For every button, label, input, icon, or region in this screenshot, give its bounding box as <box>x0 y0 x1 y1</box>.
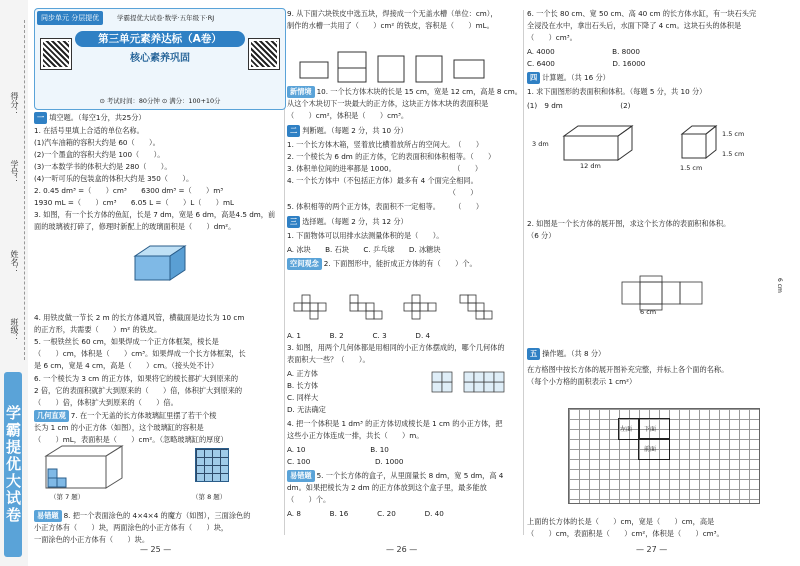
cuboid-net-figure <box>620 272 770 312</box>
question-text: 2. 如图是一个长方体的展开图，求这个长方体的表面积和体积。 <box>527 219 731 228</box>
question-text: 计算题。（共 16 分） <box>542 73 610 82</box>
question-text: 表面积大一些？（ ）。 <box>287 355 370 364</box>
question-line <box>34 324 161 336</box>
question-text: 上面的长方体的长是（ ）cm，宽是（ ）cm，高是 <box>527 517 715 526</box>
question-line <box>527 218 730 230</box>
question-text: A. 4000 B. 8000 <box>527 47 640 56</box>
question-line <box>34 209 275 221</box>
question-line <box>527 516 714 528</box>
page-number: — 27 — <box>636 545 668 554</box>
question-line <box>34 185 223 197</box>
question-line <box>34 422 204 434</box>
question-text: 长为 1 cm 的小正方体（如图），这个玻璃缸的容积是 <box>34 423 204 432</box>
class-label: 班级： <box>10 318 19 342</box>
question-text: 2 倍，它的表面积就扩大到原来的（ ）倍，体积扩大到原来的 <box>34 386 243 395</box>
name-label: 姓名： <box>10 250 19 274</box>
question-text: 操作题。（共 8 分） <box>542 349 606 358</box>
question-line <box>527 58 645 70</box>
question-text: (1) 9 dm (2) <box>527 101 631 110</box>
question-line <box>34 522 228 534</box>
question-text: 6. 一个棱长为 3 cm 的正方体，如果将它的棱长都扩大到原来的 <box>34 374 239 383</box>
question-text: (4)一听可乐的包装盒的体积大约是 350（ ）。 <box>34 174 194 183</box>
question-line <box>34 173 193 185</box>
exam-title: 第三单元素养达标（A卷） <box>75 31 245 47</box>
series-tag: 同步单元 分层提优 <box>37 11 103 25</box>
question-tag: 易错题 <box>287 470 315 482</box>
question-line <box>287 368 318 380</box>
question-text: 1. 下面物体可以用排水法测量体积的是（ ）。 <box>287 231 444 240</box>
question-text: 4. 一个长方体中（不包括正方体）最多有 4 个面完全相同。 <box>287 176 478 185</box>
question-text: 4. 用铁皮做一节长 2 m 的长方体通风管，横截面是边长为 10 cm <box>34 313 245 322</box>
question-line <box>287 244 441 256</box>
figure-7-caption: （第 7 题） <box>50 493 85 501</box>
question-tag: 新情境 <box>287 86 315 98</box>
question-line <box>34 385 242 397</box>
question-line <box>287 151 495 163</box>
question-line <box>287 392 318 404</box>
cuboid-length-label: 12 dm <box>580 162 601 170</box>
qr-code-icon <box>41 39 71 69</box>
cuboid-height-label: 3 dm <box>532 140 549 148</box>
question-text: A. 正方体 <box>287 369 318 378</box>
glass-tank-figure <box>42 442 127 492</box>
rubiks-cube-figure <box>195 448 229 482</box>
section-heading <box>287 125 408 137</box>
question-text: （ ）cm，表面积是（ ）cm²，体积是（ ）cm³。 <box>527 529 724 538</box>
cube-edge-label: 1.5 cm <box>680 164 703 172</box>
exam-subtitle: 核心素养巩固 <box>130 53 190 64</box>
question-text: 5. 体积相等的两个正方体，表面积不一定相等。 （ ） <box>287 202 484 211</box>
question-line <box>287 470 503 482</box>
question-text: 1. 在括号里填上合适的单位名称。 <box>34 126 144 135</box>
question-line <box>527 364 728 376</box>
question-line <box>34 336 219 348</box>
question-text: 在方格图中按长方体的展开图补充完整，并标上各个面的名称。 <box>527 365 729 374</box>
question-line <box>287 139 483 151</box>
question-text: 2. 0.45 dm³ =（ ）cm³ 6300 dm³ =（ ）m³ <box>34 186 224 195</box>
series-name: 学霸提优大试卷·数学·五年级下·RJ <box>117 14 215 22</box>
question-line <box>527 32 577 44</box>
question-text: (2)一个墨盒的容积大约是 100（ ）。 <box>34 150 165 159</box>
question-text: 面的玻璃被打碎了，修理时新配上的玻璃面积是（ ）dm²。 <box>34 222 236 231</box>
question-text: 全浸没在水中，拿出石头后，水面下降了 4 cm。这块石头的体积是 <box>527 21 742 30</box>
question-line <box>34 373 238 385</box>
question-line <box>527 20 741 32</box>
question-text: A. 10 B. 10 <box>287 445 389 454</box>
question-text: 2. 下面图形中，能折成正方体的有（ ）个。 <box>323 259 477 268</box>
section-heading <box>287 216 408 228</box>
question-line <box>34 137 160 149</box>
question-text: A. 冰块 B. 石块 C. 乒乓球 D. 冰糖块 <box>287 245 441 254</box>
question-text: 判断题。（每题 2 分，共 10 分） <box>302 126 408 135</box>
cube-edge-label: 1.5 cm <box>722 130 745 138</box>
question-line <box>527 86 706 98</box>
question-text: 3. 体积单位间的进率都是 1000。 （ ） <box>287 164 483 173</box>
question-text: 6. 一个长 80 cm、宽 50 cm、高 40 cm 的长方体水缸，有一块石头完 <box>527 9 757 18</box>
cut-line <box>24 20 25 360</box>
qr-code-icon <box>249 39 279 69</box>
question-text: 这些小正方体连成一排，共长（ ）m。 <box>287 431 424 440</box>
question-text: A. 8 B. 16 C. 20 D. 40 <box>287 509 444 518</box>
question-text: （ ）cm³。 <box>527 33 577 42</box>
question-line <box>527 376 636 388</box>
question-text: C. 6400 D. 16000 <box>527 59 646 68</box>
section-heading <box>527 72 610 84</box>
section-number: 三 <box>287 216 300 228</box>
question-text: 的正方形，共需要（ ）m² 的铁皮。 <box>34 325 162 334</box>
net-height-label: 6 cm <box>776 278 783 293</box>
figure-8-caption: （第 8 题） <box>192 493 227 501</box>
question-line <box>34 161 172 173</box>
cube-edge-label: 1.5 cm <box>722 150 745 158</box>
question-text: 1. 求下面图形的表面积和体积。（每题 5 分，共 10 分） <box>527 87 707 96</box>
question-text: 一面涂色的小正方体有（ ）块。 <box>34 535 150 544</box>
brand-spine: 学霸提优大试卷 <box>4 372 22 557</box>
question-line <box>34 312 244 324</box>
question-text: D. 无法确定 <box>287 405 326 414</box>
question-line <box>34 197 234 209</box>
question-text: 小正方体有（ ）块，两面涂色的小正方体有（ ）块， <box>34 523 229 532</box>
question-text: （6 分） <box>527 231 556 240</box>
section-number: 一 <box>34 112 47 124</box>
question-line <box>287 482 487 494</box>
question-line <box>527 46 640 58</box>
question-line <box>287 508 444 520</box>
cube-nets-figure <box>292 293 512 325</box>
question-text: A. 1 B. 2 C. 3 D. 4 <box>287 331 431 340</box>
question-text: 2. 一个棱长为 6 dm 的正方体，它的表面积和体积相等。（ ） <box>287 152 496 161</box>
question-line <box>34 348 246 360</box>
question-text: 3. 如图，有一个长方体的鱼缸，长是 7 dm，宽是 6 dm，高是4.5 dm，前 <box>34 210 276 219</box>
question-tag: 易错题 <box>34 510 62 522</box>
question-text: (1)汽车油箱的容积大约是 60（ ）。 <box>34 138 160 147</box>
question-text: （ ）mL，表面积是（ ）cm²。（忽略玻璃缸的厚度） <box>34 435 228 444</box>
section-heading <box>527 348 605 360</box>
question-line <box>527 100 630 112</box>
question-text: C. 同样大 <box>287 393 319 402</box>
question-line <box>287 354 370 366</box>
question-line <box>287 163 482 175</box>
question-line <box>287 342 505 354</box>
question-line <box>287 175 478 187</box>
question-line <box>287 230 443 242</box>
cuboid-figure <box>560 124 640 164</box>
question-line <box>527 230 555 242</box>
question-line <box>527 528 724 540</box>
question-line <box>287 98 488 110</box>
exam-header <box>34 8 286 110</box>
net-face-bottom-label: 下面 <box>644 426 657 433</box>
page-number: — 26 — <box>386 545 418 554</box>
question-text: 4. 把一个体积是 1 dm³ 的正方体切成棱长是 1 cm 的小正方体，把 <box>287 419 503 428</box>
question-line <box>287 258 477 270</box>
question-line <box>34 221 235 233</box>
question-tag: 空间观念 <box>287 258 322 270</box>
page-number: — 25 — <box>140 545 172 554</box>
question-line <box>287 380 318 392</box>
question-text: 10. 一个长方体木块的长是 15 cm，宽是 12 cm，高是 8 cm。 <box>316 87 522 96</box>
question-text: （每个小方格的面积表示 1 cm²） <box>527 377 637 386</box>
question-tag: 几何直观 <box>34 410 69 422</box>
question-line <box>287 110 408 122</box>
question-line <box>34 510 250 522</box>
question-line <box>527 8 756 20</box>
column-middle <box>287 8 522 548</box>
question-text: C. 100 D. 1000 <box>287 457 404 466</box>
question-line <box>287 418 503 430</box>
score-label: 得分： <box>10 92 19 116</box>
question-line <box>34 149 164 161</box>
question-text: 1. 一个长方体木箱，竖着放比横着放所占的空间大。 （ ） <box>287 140 484 149</box>
question-text: 5. 一根铁丝长 60 cm，如果焊成一个正方体框架，棱长是 <box>34 337 219 346</box>
question-line <box>287 494 330 506</box>
question-line <box>34 534 149 546</box>
section-number: 二 <box>287 125 300 137</box>
cube-stacks-figure <box>430 368 510 396</box>
question-text: 5. 一个长方体的盒子，从里面量长 8 dm，宽 5 dm，高 4 <box>316 471 504 480</box>
question-text: 7. 在一个无盖的长方体玻璃缸里摆了若干个棱 <box>70 411 217 420</box>
question-text: （ ）倍，体积扩大到原来的（ ）倍。 <box>34 398 178 407</box>
student-id-label: 学号： <box>10 160 19 184</box>
question-text: （ ）cm²，体积是（ ）cm³。 <box>287 111 409 120</box>
question-line <box>287 330 430 342</box>
question-line <box>287 20 494 32</box>
fish-tank-figure <box>130 242 190 282</box>
question-text: 选择题。（每题 2 分，共 12 分） <box>302 217 408 226</box>
question-text: (3)一本数学书的体积大约是 280（ ）。 <box>34 162 172 171</box>
question-text: 从这个木块切下一块最大的正方体，这块正方体木块的表面积是 <box>287 99 489 108</box>
question-line <box>34 125 144 137</box>
question-line <box>287 201 483 213</box>
question-text: 制作的水槽一共用了（ ）cm² 的铁皮，容积是（ ）mL。 <box>287 21 494 30</box>
exam-meta: ⊙ 考试时间：80分钟 ⊙ 满分：100+10分 <box>99 97 221 105</box>
question-line <box>34 397 178 409</box>
question-text: 8. 把一个表面涂色的 4×4×4 的魔方（如图），三面涂色的 <box>63 511 251 520</box>
question-text: 1930 mL =（ ）cm³ 6.05 L =（ ）L（ ）mL <box>34 198 234 207</box>
question-line <box>34 410 216 422</box>
question-text: B. 长方体 <box>287 381 319 390</box>
question-line <box>287 456 403 468</box>
question-line <box>287 187 477 199</box>
net-face-front-label: 前面 <box>644 446 657 453</box>
section-number: 五 <box>527 348 540 360</box>
section-number: 四 <box>527 72 540 84</box>
question-text: 是 6 cm，宽是 4 cm，高是（ ）cm。（接头处不计） <box>34 361 219 370</box>
question-line <box>287 404 326 416</box>
question-text: （ ） <box>287 188 478 197</box>
net-face-left-label: 左面 <box>620 426 633 433</box>
question-text: 9. 从下面六块铁皮中选五块，焊接成一个无盖水槽（单位：cm）， <box>287 9 498 18</box>
question-text: 填空题。（每空1分，共25分） <box>49 113 146 122</box>
question-line <box>287 86 522 98</box>
question-text: dm。如果把棱长为 2 dm 的正方体放到这个盒子里，最多能放 <box>287 483 487 492</box>
question-text: （ ）cm，体积是（ ）cm³。如果焊成一个长方体框架，长 <box>34 349 246 358</box>
question-line <box>287 430 423 442</box>
column-divider <box>523 10 524 535</box>
question-text: 3. 如图，用两个几何体都是用相同的小正方体摆成的，哪个几何体的 <box>287 343 505 352</box>
cube-figure <box>680 124 720 162</box>
section-heading <box>34 112 146 124</box>
net-width-label: 6 cm <box>640 308 657 316</box>
question-line <box>287 8 498 20</box>
question-line <box>34 360 218 372</box>
metal-sheets-figure <box>298 50 498 84</box>
question-line <box>287 444 389 456</box>
question-text: （ ）个。 <box>287 495 331 504</box>
